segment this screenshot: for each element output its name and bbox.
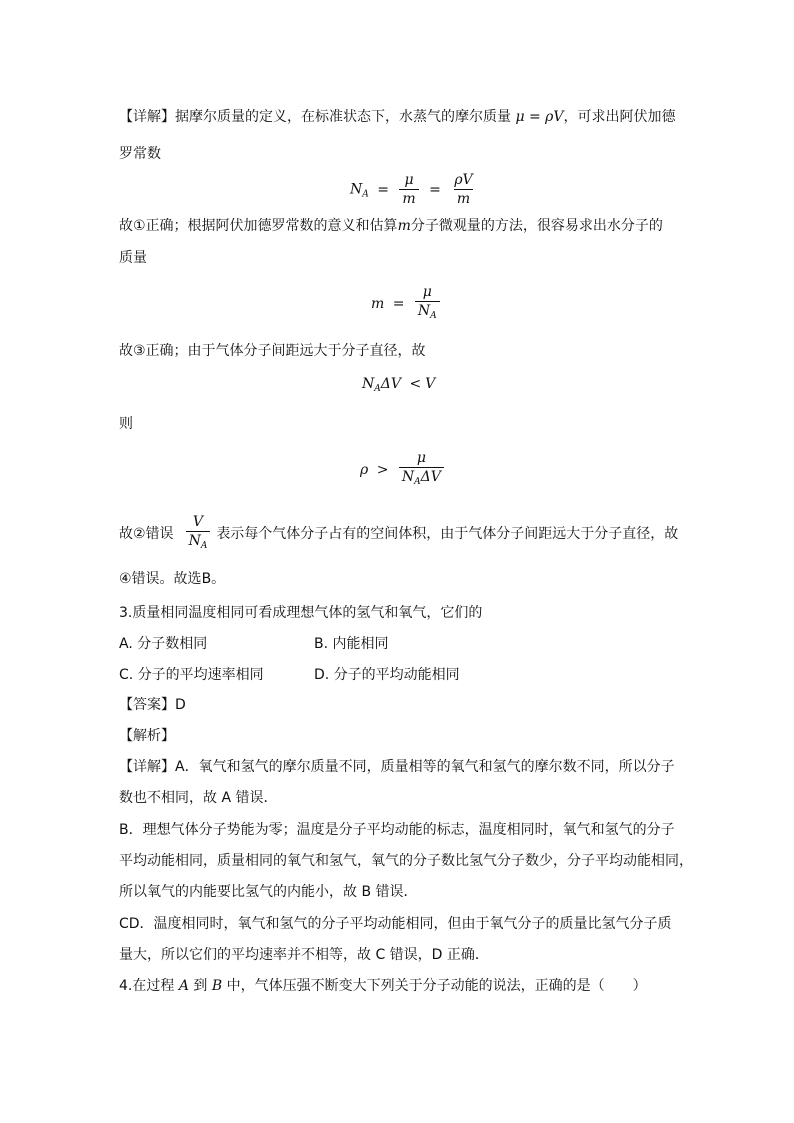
subscript-a: A <box>374 384 381 394</box>
detail-text: ④错误。故选 <box>119 571 202 587</box>
option-text: 分子数相同 <box>137 636 208 652</box>
analysis-text: 【解析】 <box>119 728 175 744</box>
subscript-a: A <box>200 541 208 551</box>
symbol-n: N <box>401 469 415 485</box>
mass-equation <box>371 284 442 324</box>
greater-than-sign: > <box>376 462 389 478</box>
denominator <box>186 531 211 554</box>
fraction-rhov-over-m <box>451 172 475 207</box>
analysis-heading <box>119 726 175 746</box>
option-text: 内能相同 <box>332 636 389 652</box>
question-3-stem <box>119 603 482 623</box>
option-c <box>119 665 264 685</box>
analysis-line: B．理想气体分子势能为零；温度是分子平均动能的标志，温度相同时，氧气和氢气的分子 <box>119 822 675 838</box>
detail-text: 罗常数 <box>119 146 161 162</box>
analysis-line: CD．温度相同时，氧气和氢气的分子平均动能相同，但由于氧气分子的质量比氢气分子质 <box>119 916 672 932</box>
less-than-sign: < <box>409 376 422 392</box>
denominator <box>415 301 440 324</box>
state-b: B <box>211 978 223 994</box>
numerator: μ <box>422 284 432 300</box>
volume-inequality <box>362 376 435 394</box>
answer-line <box>119 695 186 715</box>
numerator: ρV <box>454 172 473 188</box>
equals-sign: = <box>392 296 405 312</box>
detail-text: 分子微观量的方法，很容易求出水分子的 <box>410 218 663 234</box>
fraction-v-over-na <box>186 514 211 554</box>
detail-line-2 <box>119 144 161 164</box>
denominator <box>399 467 444 490</box>
answer-text: 【答案】D <box>119 697 186 713</box>
question-text: 中，气体压强不断变大下列关于分子动能的说法，正确的是（ ） <box>226 978 647 994</box>
analysis-line: 平均动能相同，质量相同的氧气和氢气，氧气的分子数比氢气分子数少，分子平均动能相同， <box>119 853 693 869</box>
option-d <box>314 665 460 685</box>
delta-v: ΔV <box>420 469 441 485</box>
question-text: 到 <box>193 978 208 994</box>
detail-text: 故③正确；由于气体分子间距远大于分子直径，故 <box>119 343 426 359</box>
symbol-n: N <box>417 303 431 319</box>
detail-line-4 <box>119 248 147 268</box>
option-text: 分子的平均动能相同 <box>333 667 460 683</box>
detail-line-6 <box>119 414 133 434</box>
option-text: 分子的平均速率相同 <box>137 667 264 683</box>
question-text: 4.在过程 <box>119 978 175 994</box>
option-label: C. <box>119 667 134 683</box>
symbol-rho: ρ <box>360 462 369 478</box>
numerator: μ <box>416 450 426 466</box>
option-label: D. <box>314 667 330 683</box>
molar-mass-formula: μ = ρV <box>515 109 564 125</box>
symbol-n: N <box>188 533 201 549</box>
subscript-a: A <box>430 311 437 321</box>
analysis-line: 【详解】A．氧气和氢气的摩尔质量不同，质量相等的氧气和氢气的摩尔数不同，所以分子 <box>119 759 675 775</box>
analysis-line: 数也不相同，故 A 错误． <box>119 790 278 806</box>
numerator: V <box>192 514 203 530</box>
subscript-a: A <box>414 477 421 487</box>
denominator: m <box>454 189 473 207</box>
option-b <box>314 634 389 654</box>
detail-text: 则 <box>119 416 133 432</box>
state-a: A <box>178 978 189 994</box>
symbol-n: N <box>362 376 375 392</box>
symbol-n: N <box>350 181 363 198</box>
detail-text: 质量 <box>119 250 147 266</box>
fraction-mu-over-m <box>399 172 418 207</box>
detail-line-5 <box>119 341 426 361</box>
numerator: μ <box>404 172 414 188</box>
detail-text: 故②错误 <box>119 526 174 542</box>
delta-v: ΔV <box>380 376 401 392</box>
subscript-a: A <box>362 189 369 200</box>
detail-text: 故①正确；根据阿伏加德罗常数的意义和估算 <box>119 218 398 234</box>
analysis-line: 所以氧气的内能要比氢气的内能小，故 B 错误． <box>119 884 418 900</box>
period: 。 <box>211 571 226 587</box>
density-inequality <box>360 450 446 490</box>
fraction-mu-over-na <box>415 284 440 324</box>
avogadro-equation <box>350 172 478 207</box>
answer-letter: B <box>201 571 212 587</box>
detail-line-7 <box>119 514 678 554</box>
detail-label: 【详解】 <box>119 109 175 125</box>
detail-line-1 <box>119 107 676 127</box>
denominator: m <box>399 189 418 207</box>
option-label: A. <box>119 636 133 652</box>
equals-sign: = <box>377 181 389 198</box>
fraction-mu-over-na-dv <box>399 450 444 490</box>
question-text: 3.质量相同温度相同可看成理想气体的氢气和氧气，它们的 <box>119 605 483 621</box>
math-m: m <box>397 218 411 234</box>
detail-line-8 <box>119 569 225 589</box>
option-label: B. <box>314 636 329 652</box>
analysis-line: 量大，所以它们的平均速率并不相等，故 C 错误，D 正确． <box>119 947 489 963</box>
detail-line-3 <box>119 216 663 236</box>
option-a <box>119 634 207 654</box>
equals-sign: = <box>429 181 441 198</box>
question-4-stem <box>119 976 647 996</box>
detail-text-after: ，可求出阿伏加德 <box>563 109 676 125</box>
detail-text: 据摩尔质量的定义，在标准状态下，水蒸气的摩尔质量 <box>175 109 511 125</box>
symbol-m: m <box>371 296 385 312</box>
detail-text: 表示每个气体分子占有的空间体积，由于气体分子间距远大于分子直径，故 <box>216 526 679 542</box>
symbol-v: V <box>425 376 436 392</box>
